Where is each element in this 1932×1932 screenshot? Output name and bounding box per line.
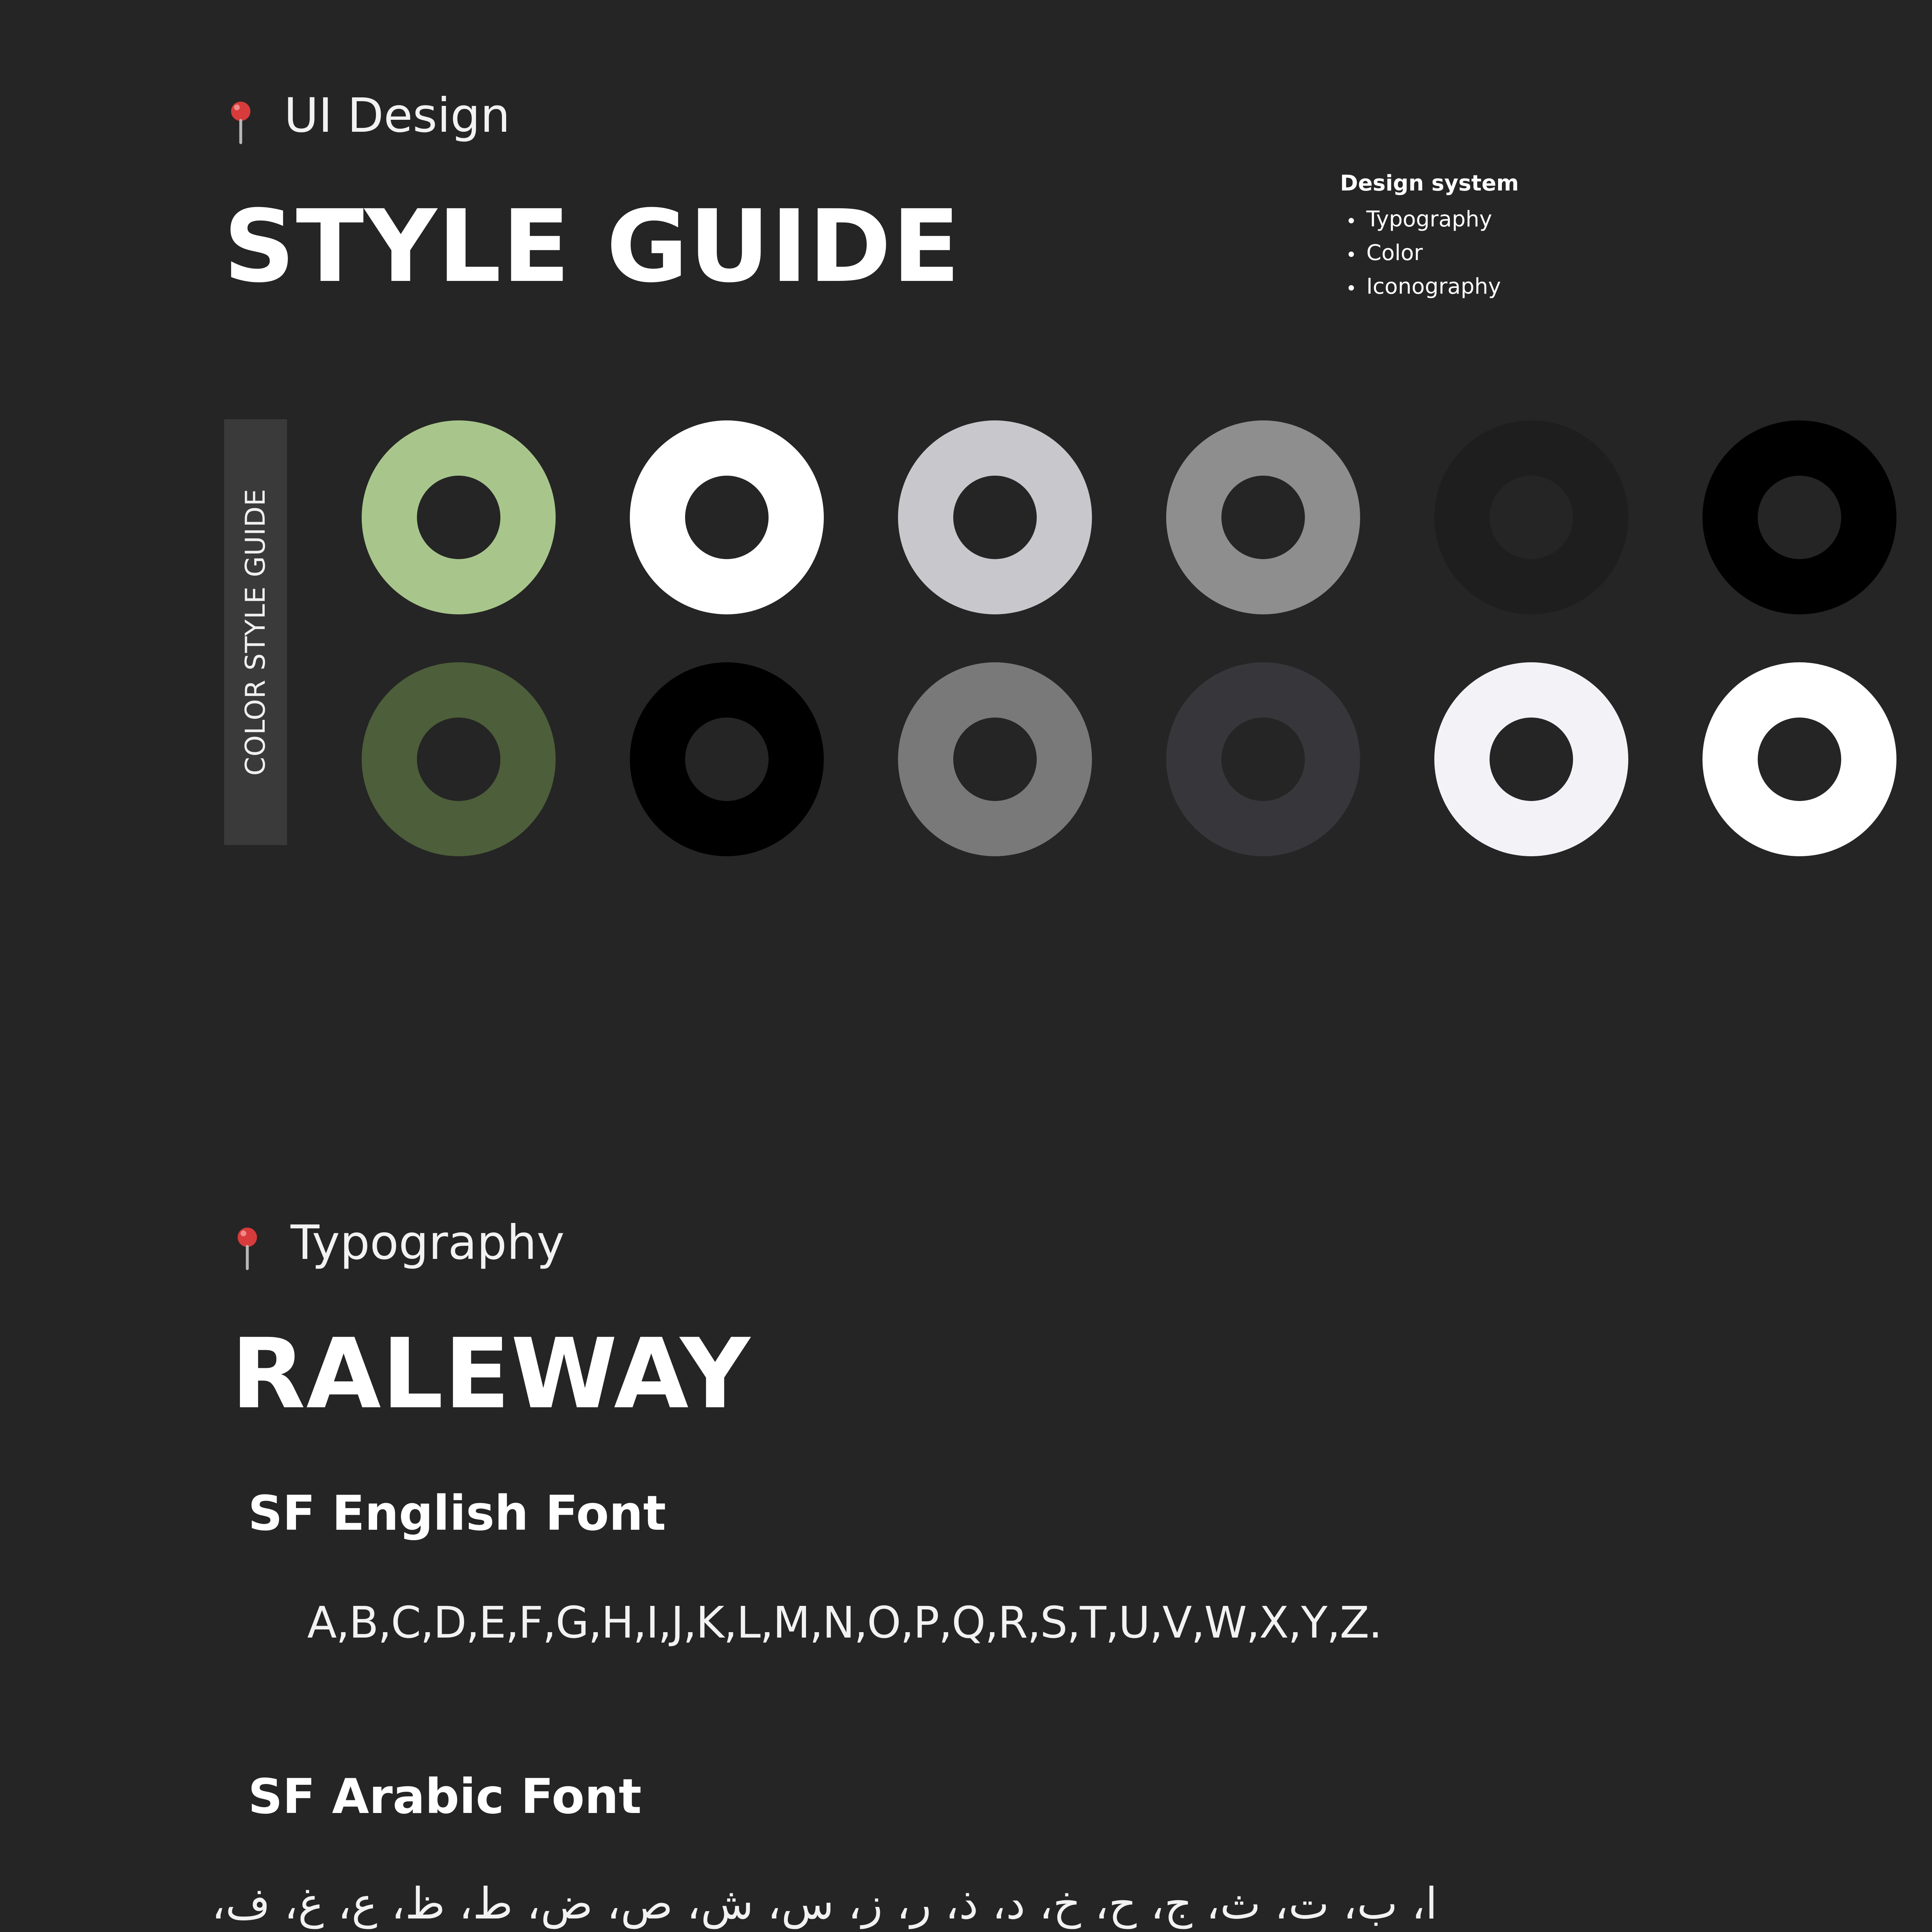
color-swatch xyxy=(1434,420,1628,614)
color-swatch-hole xyxy=(1758,718,1841,801)
english-font-heading: SF English Font xyxy=(248,1486,666,1541)
design-system-item-color: Color xyxy=(1340,240,1519,265)
color-swatch xyxy=(1166,420,1360,614)
design-system-item-iconography: Iconography xyxy=(1340,274,1519,299)
design-system-heading: Design system xyxy=(1340,171,1519,196)
design-system-item-typography: Typography xyxy=(1340,207,1519,232)
page-title: STYLE GUIDE xyxy=(223,189,961,304)
color-swatch xyxy=(1166,662,1360,856)
color-swatch xyxy=(1702,662,1896,856)
color-swatch-hole xyxy=(685,476,769,559)
section-kicker-ui-design: UI Design xyxy=(284,88,510,143)
design-system-list xyxy=(1340,171,1519,299)
color-swatch xyxy=(630,420,824,614)
color-swatch-hole xyxy=(417,476,500,559)
english-alphabet-sample: A,B,C,D,E,F,G,H,I,J,K,L,M,N,O,P,Q,R,S,T,U,V,W,X,Y,Z. xyxy=(307,1598,1382,1648)
color-swatch xyxy=(1702,420,1896,614)
color-swatch-hole xyxy=(1221,718,1305,801)
arabic-alphabet-line-1: ا، ب، ت، ث، ج، ح، خ، د، ذ، ر، ز، س، ش، ص، ض، ط، ظ، ع، غ، ف، xyxy=(211,1879,1437,1929)
color-swatch xyxy=(898,420,1092,614)
color-swatch xyxy=(362,420,556,614)
color-swatch xyxy=(630,662,824,856)
color-swatch xyxy=(898,662,1092,856)
color-swatch-hole xyxy=(953,718,1037,801)
map-pin-icon xyxy=(227,100,254,146)
font-name-heading: RALEWAY xyxy=(231,1318,751,1430)
color-section-label: COLOR STYLE GUIDE xyxy=(240,488,271,776)
color-swatch-hole xyxy=(953,476,1037,559)
color-swatch-hole xyxy=(417,718,500,801)
color-swatch-hole xyxy=(1490,476,1573,559)
color-swatch-hole xyxy=(1221,476,1305,559)
arabic-font-heading: SF Arabic Font xyxy=(248,1769,642,1825)
color-swatch-hole xyxy=(685,718,769,801)
map-pin-icon xyxy=(234,1226,261,1272)
section-kicker-typography: Typography xyxy=(291,1215,565,1270)
color-swatch-hole xyxy=(1758,476,1841,559)
color-swatch-hole xyxy=(1490,718,1573,801)
color-swatch xyxy=(1434,662,1628,856)
color-swatch xyxy=(362,662,556,856)
